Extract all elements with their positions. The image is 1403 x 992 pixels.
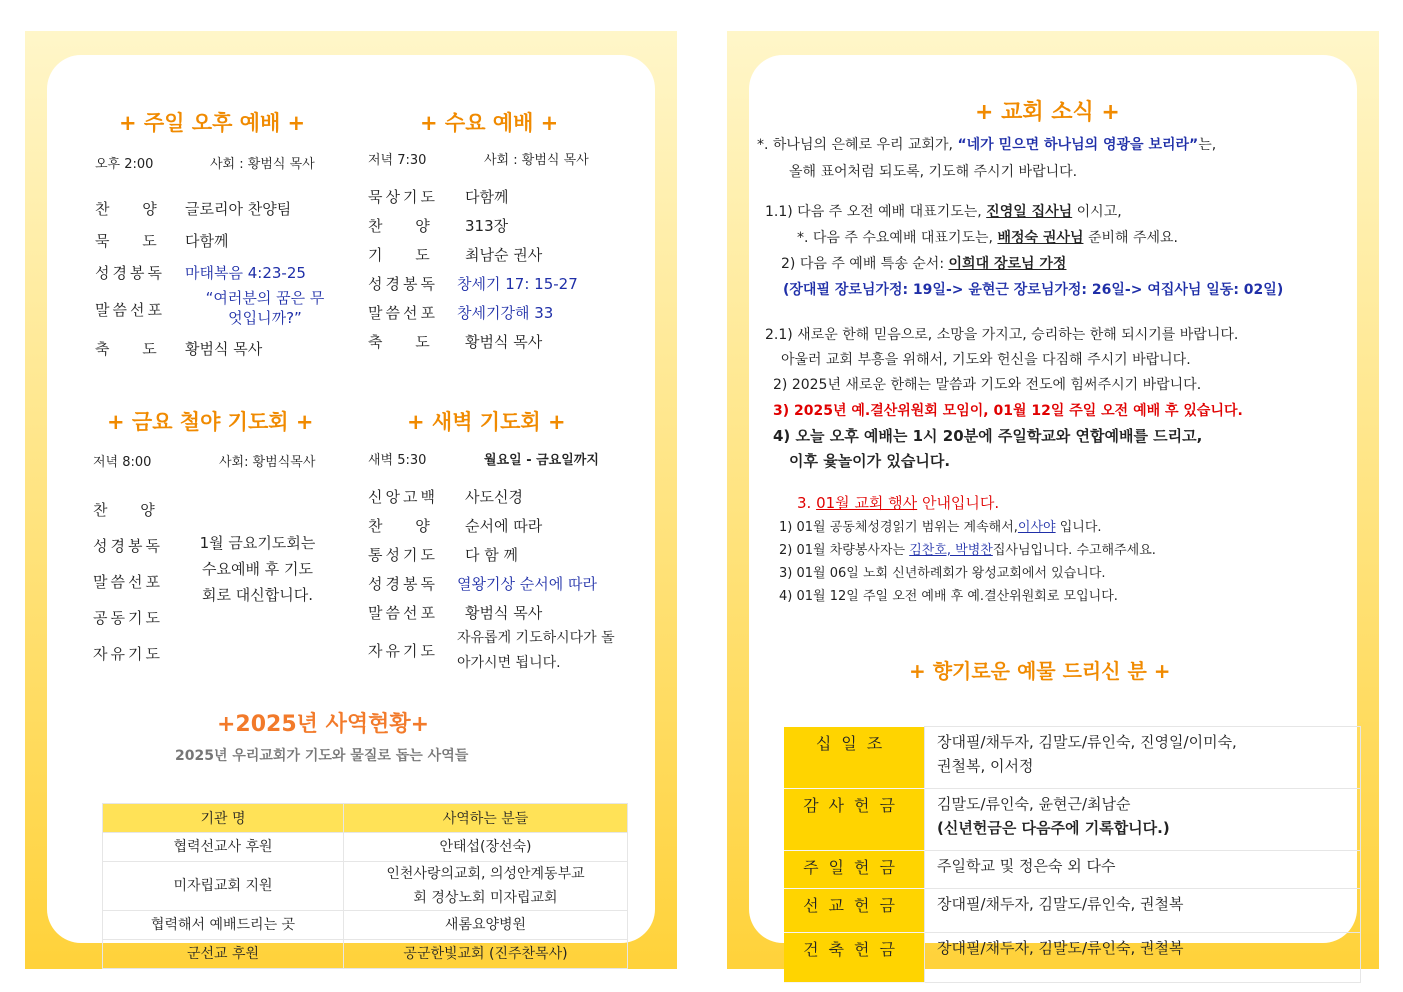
notice-text: 이시고, xyxy=(1076,204,1122,220)
offering-type: 선교헌금 xyxy=(784,888,925,932)
row-value: 글로리아 찬양팀 xyxy=(185,200,292,218)
offering-givers xyxy=(925,932,1361,982)
row-label: 성경봉독 xyxy=(93,537,163,555)
notice-1-1 xyxy=(765,201,1122,221)
scripture-value: 열왕기상 순서에 따라 xyxy=(457,575,597,593)
row-label: 성경봉독 xyxy=(95,264,165,282)
motto: “네가 믿으면 하나님의 영광을 보리라” xyxy=(957,137,1199,153)
row-value: 313장 xyxy=(465,217,509,235)
event-text: 집사님입니다. 수고해주세요. xyxy=(992,543,1156,558)
offering-type: 건축헌금 xyxy=(784,932,925,982)
row-label: 말씀선포 xyxy=(368,604,438,622)
givers-line: 권철복, 이서정 xyxy=(937,757,1034,775)
row-label: 찬 양 xyxy=(368,517,444,535)
table-row xyxy=(103,862,628,911)
event-text: 2) 01월 차량봉사자는 xyxy=(779,543,906,558)
intro-text: *. 하나님의 은혜로 우리 교회가, xyxy=(757,137,953,153)
offering-row xyxy=(784,788,1361,850)
prayer-leader: 진영일 집사님 xyxy=(986,204,1073,220)
reading-book: 이사야 xyxy=(1017,520,1056,535)
org-cell: 미자립교회 지원 xyxy=(103,862,344,911)
givers-line: 장대필/채두자, 김말도/류인숙, 권철복 xyxy=(937,894,1184,913)
offering-table xyxy=(784,726,1361,983)
notice-1-2 xyxy=(781,253,1066,273)
table-row xyxy=(103,911,628,940)
col-header: 사역하는 분들 xyxy=(344,804,628,833)
events-heading xyxy=(797,492,999,513)
offering-row xyxy=(784,850,1361,888)
table-row xyxy=(103,940,628,969)
ministry-subtitle: 2025년 우리교회가 기도와 물질로 돕는 사역들 xyxy=(175,748,469,764)
offering-row xyxy=(784,932,1361,982)
ministry-title: +2025년 사역현황+ xyxy=(217,712,430,737)
givers-line: 주일학교 및 정은숙 외 다수 xyxy=(937,856,1116,875)
row-value: 황범식 목사 xyxy=(465,604,543,622)
row-label: 말씀선포 xyxy=(368,304,438,322)
notice-text: 준비해 주세요. xyxy=(1087,230,1178,246)
intro-text: 는, xyxy=(1198,137,1217,153)
offering-row xyxy=(784,727,1361,789)
people-cell: 안태섭(장선숙) xyxy=(344,833,628,862)
notice-text: *. 다음 주 수요예배 대표기도는, xyxy=(797,230,993,246)
sunday-pm-title: + 주일 오후 예배 + xyxy=(119,111,306,135)
event-2 xyxy=(779,539,1156,558)
friday-host: 사회: 황범식목사 xyxy=(219,455,316,470)
givers-line: 김말도/류인숙, 윤현근/최남순 xyxy=(937,794,1131,813)
row-value: 다함께 xyxy=(185,232,229,250)
row-label: 축 도 xyxy=(368,333,444,351)
givers-line: 장대필/채두자, 김말도/류인숙, 진영일/이미숙, xyxy=(937,733,1237,751)
org-cell: 협력해서 예배드리는 곳 xyxy=(103,911,344,940)
row-label: 말씀선포 xyxy=(93,573,163,591)
wednesday-time: 저녁 7:30 xyxy=(368,153,427,168)
row-label: 자유기도 xyxy=(93,645,163,663)
row-label: 성경봉독 xyxy=(368,575,438,593)
org-cell: 군선교 후원 xyxy=(103,940,344,969)
row-value: 다함께 xyxy=(465,188,509,206)
left-card xyxy=(47,55,655,962)
notice-2-4b: 이후 윷놀이가 있습니다. xyxy=(789,452,951,470)
drivers: 김찬호, 박병찬 xyxy=(909,543,993,558)
offering-type: 주일헌금 xyxy=(784,850,925,888)
offering-givers xyxy=(925,788,1361,850)
friday-title: + 금요 철야 기도회 + xyxy=(107,410,314,434)
dawn-title: + 새벽 기도회 + xyxy=(407,410,566,434)
wednesday-title: + 수요 예배 + xyxy=(420,111,559,135)
row-label: 묵상기도 xyxy=(368,188,438,206)
sermon-title: 창세기강해 33 xyxy=(457,304,554,322)
row-label: 신앙고백 xyxy=(368,488,438,506)
row-value: 최남순 권사 xyxy=(465,246,543,264)
event-3: 3) 01월 06일 노회 신년하례회가 왕성교회에서 있습니다. xyxy=(779,566,1106,581)
row-label: 찬 양 xyxy=(95,200,171,218)
right-page xyxy=(727,31,1379,969)
offering-title: + 향기로운 예물 드리신 분 + xyxy=(909,659,1171,683)
col-header: 기관 명 xyxy=(103,804,344,833)
event-text: 입니다. xyxy=(1059,520,1102,535)
news-title: + 교회 소식 + xyxy=(975,100,1120,125)
wednesday-host: 사회 : 황범식 목사 xyxy=(484,153,589,168)
notice-text: 2) 다음 주 예배 특송 순서: xyxy=(781,256,945,272)
events-num: 3. xyxy=(797,494,812,512)
people-cell: 새롬요양병원 xyxy=(344,911,628,940)
org-cell: 협력선교사 후원 xyxy=(103,833,344,862)
friday-time: 저녁 8:00 xyxy=(93,455,152,470)
row-label: 기 도 xyxy=(368,246,444,264)
intro-line-2: 올해 표어처럼 되도록, 기도해 주시기 바랍니다. xyxy=(789,164,1078,180)
left-page xyxy=(25,31,677,969)
scripture-value: 창세기 17: 15-27 xyxy=(457,275,578,293)
offering-givers xyxy=(925,727,1361,789)
right-card xyxy=(749,55,1357,959)
row-value: 순서에 따라 xyxy=(465,517,543,535)
sunday-pm-host: 사회 : 황범식 목사 xyxy=(210,157,315,172)
people-cell: 인천사랑의교회, 의성안계동부교회 경상노회 미자립교회 xyxy=(344,862,628,911)
events-label: 01월 교회 행사 xyxy=(816,494,918,512)
row-value: 황범식 목사 xyxy=(465,333,543,351)
friday-note: 1월 금요기도회는 수요예배 후 기도회로 대신합니다. xyxy=(199,534,316,604)
offering-type: 십일조 xyxy=(784,727,925,789)
intro-line-1 xyxy=(757,134,1216,154)
row-label: 통성기도 xyxy=(368,546,438,564)
notice-2-1b: 아울러 교회 부흥을 위해서, 기도와 헌신을 다짐해 주시기 바랍니다. xyxy=(781,352,1191,368)
table-row xyxy=(103,833,628,862)
notice-1-1b xyxy=(797,227,1178,247)
row-value: 황범식 목사 xyxy=(185,340,263,358)
row-label: 찬 양 xyxy=(93,501,169,519)
dawn-time: 새벽 5:30 xyxy=(368,453,427,468)
notice-2-2: 2) 2025년 새로운 한해는 말씀과 기도와 전도에 힘써주시기 바랍니다. xyxy=(773,377,1202,393)
special-song-schedule: (장대필 장로님가정: 19일-> 윤현근 장로님가정: 26일-> 여집사님 일동: 02일) xyxy=(783,282,1284,298)
special-song: 이희대 장로님 가정 xyxy=(948,256,1067,272)
scripture-value: 마태복음 4:23-25 xyxy=(185,264,306,282)
notice-2-3: 3) 2025년 예.결산위원회 모임이, 01월 12일 주일 오전 예배 후 있습니다. xyxy=(773,403,1243,419)
notice-2-1: 2.1) 새로운 한해 믿음으로, 소망을 가지고, 승리하는 한해 되시기를 바랍니다. xyxy=(765,327,1239,343)
dawn-days: 월요일 - 금요일까지 xyxy=(484,453,599,468)
offering-row xyxy=(784,888,1361,932)
event-1 xyxy=(779,516,1102,535)
row-value: 다 함 께 xyxy=(465,546,519,564)
givers-line: (신년헌금은 다음주에 기록합니다.) xyxy=(937,818,1170,837)
offering-givers xyxy=(925,850,1361,888)
notice-text: 1.1) 다음 주 오전 예배 대표기도는, xyxy=(765,204,982,220)
row-value: 자유롭게 기도하시다가 돌아가시면 됩니다. xyxy=(457,630,615,671)
row-value: 사도신경 xyxy=(465,488,523,506)
wed-prayer-leader: 배정숙 권사님 xyxy=(997,230,1084,246)
sunday-pm-time: 오후 2:00 xyxy=(95,157,154,172)
row-label: 성경봉독 xyxy=(368,275,438,293)
people-cell: 공군한빛교회 (진주찬목사) xyxy=(344,940,628,969)
event-text: 1) 01월 공동체성경읽기 범위는 계속해서, xyxy=(779,520,1018,535)
ministry-table xyxy=(102,803,628,969)
row-label: 찬 양 xyxy=(368,217,444,235)
event-4: 4) 01월 12일 주일 오전 예배 후 예.결산위원회로 모입니다. xyxy=(779,589,1118,604)
events-text: 안내입니다. xyxy=(921,494,1000,512)
row-label: 말씀선포 xyxy=(95,301,165,319)
notice-2-4: 4) 오늘 오후 예배는 1시 20분에 주일학교와 연합예배를 드리고, xyxy=(773,427,1203,445)
row-label: 자유기도 xyxy=(368,642,438,660)
row-label: 묵 도 xyxy=(95,232,171,250)
sermon-title: “여러분의 꿈은 무엇입니까?” xyxy=(205,289,325,327)
givers-line: 장대필/채두자, 김말도/류인숙, 권철복 xyxy=(937,938,1184,957)
row-label: 축 도 xyxy=(95,340,171,358)
offering-type: 감사헌금 xyxy=(784,788,925,850)
row-label: 공동기도 xyxy=(93,609,163,627)
offering-givers xyxy=(925,888,1361,932)
